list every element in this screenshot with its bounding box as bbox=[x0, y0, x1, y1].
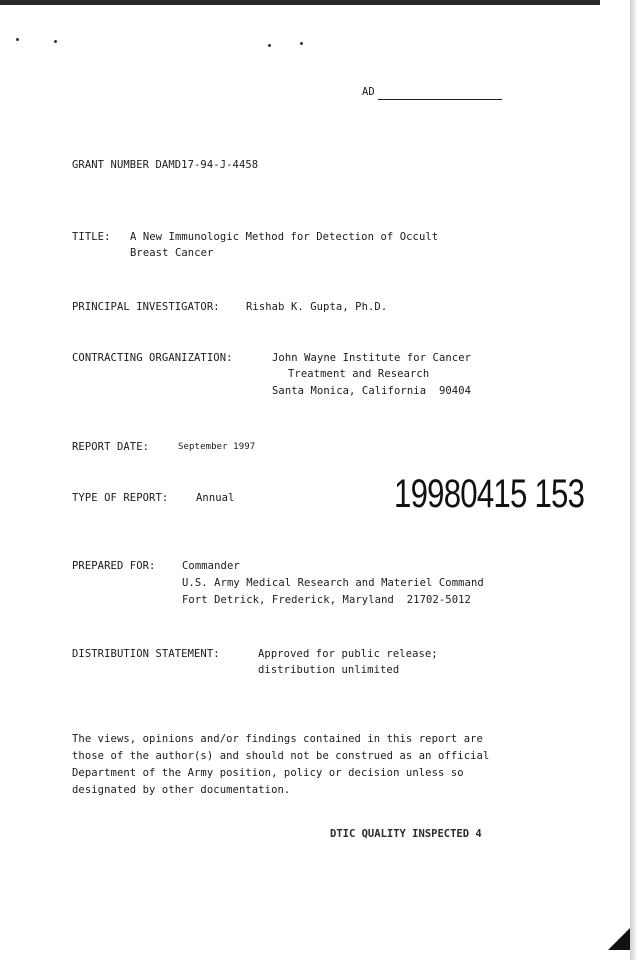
org-line-1: John Wayne Institute for Cancer bbox=[272, 352, 472, 364]
scan-speck bbox=[300, 42, 303, 45]
org-line-2: Treatment and Research bbox=[288, 368, 430, 380]
disclaimer-line-3: Department of the Army position, policy or decision unless so bbox=[72, 767, 464, 779]
org-line-3: Santa Monica, California 90404 bbox=[272, 385, 472, 397]
distribution-line-1: Approved for public release; bbox=[258, 648, 438, 660]
accession-number: 19980415 153 bbox=[394, 472, 585, 516]
pi-value: Rishab K. Gupta, Ph.D. bbox=[246, 301, 388, 313]
title-line-1: A New Immunologic Method for Detection of Occult bbox=[130, 231, 439, 243]
grant-number: GRANT NUMBER DAMD17-94-J-4458 bbox=[72, 159, 259, 171]
scan-speck bbox=[16, 38, 19, 41]
disclaimer-line-4: designated by other documentation. bbox=[72, 784, 291, 796]
report-type-value: Annual bbox=[196, 492, 235, 504]
prepared-for-line-1: Commander bbox=[182, 560, 240, 572]
prepared-for-line-3: Fort Detrick, Frederick, Maryland 21702-5012 bbox=[182, 594, 471, 606]
scan-edge-right bbox=[630, 0, 636, 960]
prepared-for-label: PREPARED FOR: bbox=[72, 560, 156, 572]
report-type-label: TYPE OF REPORT: bbox=[72, 492, 169, 504]
title-line-2: Breast Cancer bbox=[130, 247, 214, 259]
disclaimer-line-1: The views, opinions and/or findings contained in this report are bbox=[72, 733, 483, 745]
scan-speck bbox=[268, 44, 271, 47]
dtic-quality-stamp: DTIC QUALITY INSPECTED 4 bbox=[330, 828, 482, 840]
report-date-value: September 1997 bbox=[178, 442, 256, 452]
disclaimer-line-2: those of the author(s) and should not be construed as an official bbox=[72, 750, 490, 762]
ad-label: AD bbox=[362, 86, 375, 98]
scan-corner-mark bbox=[608, 928, 630, 950]
distribution-line-2: distribution unlimited bbox=[258, 664, 400, 676]
prepared-for-line-2: U.S. Army Medical Research and Materiel Command bbox=[182, 577, 484, 589]
distribution-label: DISTRIBUTION STATEMENT: bbox=[72, 648, 220, 660]
report-date-label: REPORT DATE: bbox=[72, 441, 150, 453]
pi-label: PRINCIPAL INVESTIGATOR: bbox=[72, 301, 220, 313]
org-label: CONTRACTING ORGANIZATION: bbox=[72, 352, 233, 364]
ad-number-blank bbox=[378, 99, 502, 100]
title-label: TITLE: bbox=[72, 231, 111, 243]
scan-edge-top bbox=[0, 0, 600, 5]
scan-speck bbox=[54, 40, 57, 43]
